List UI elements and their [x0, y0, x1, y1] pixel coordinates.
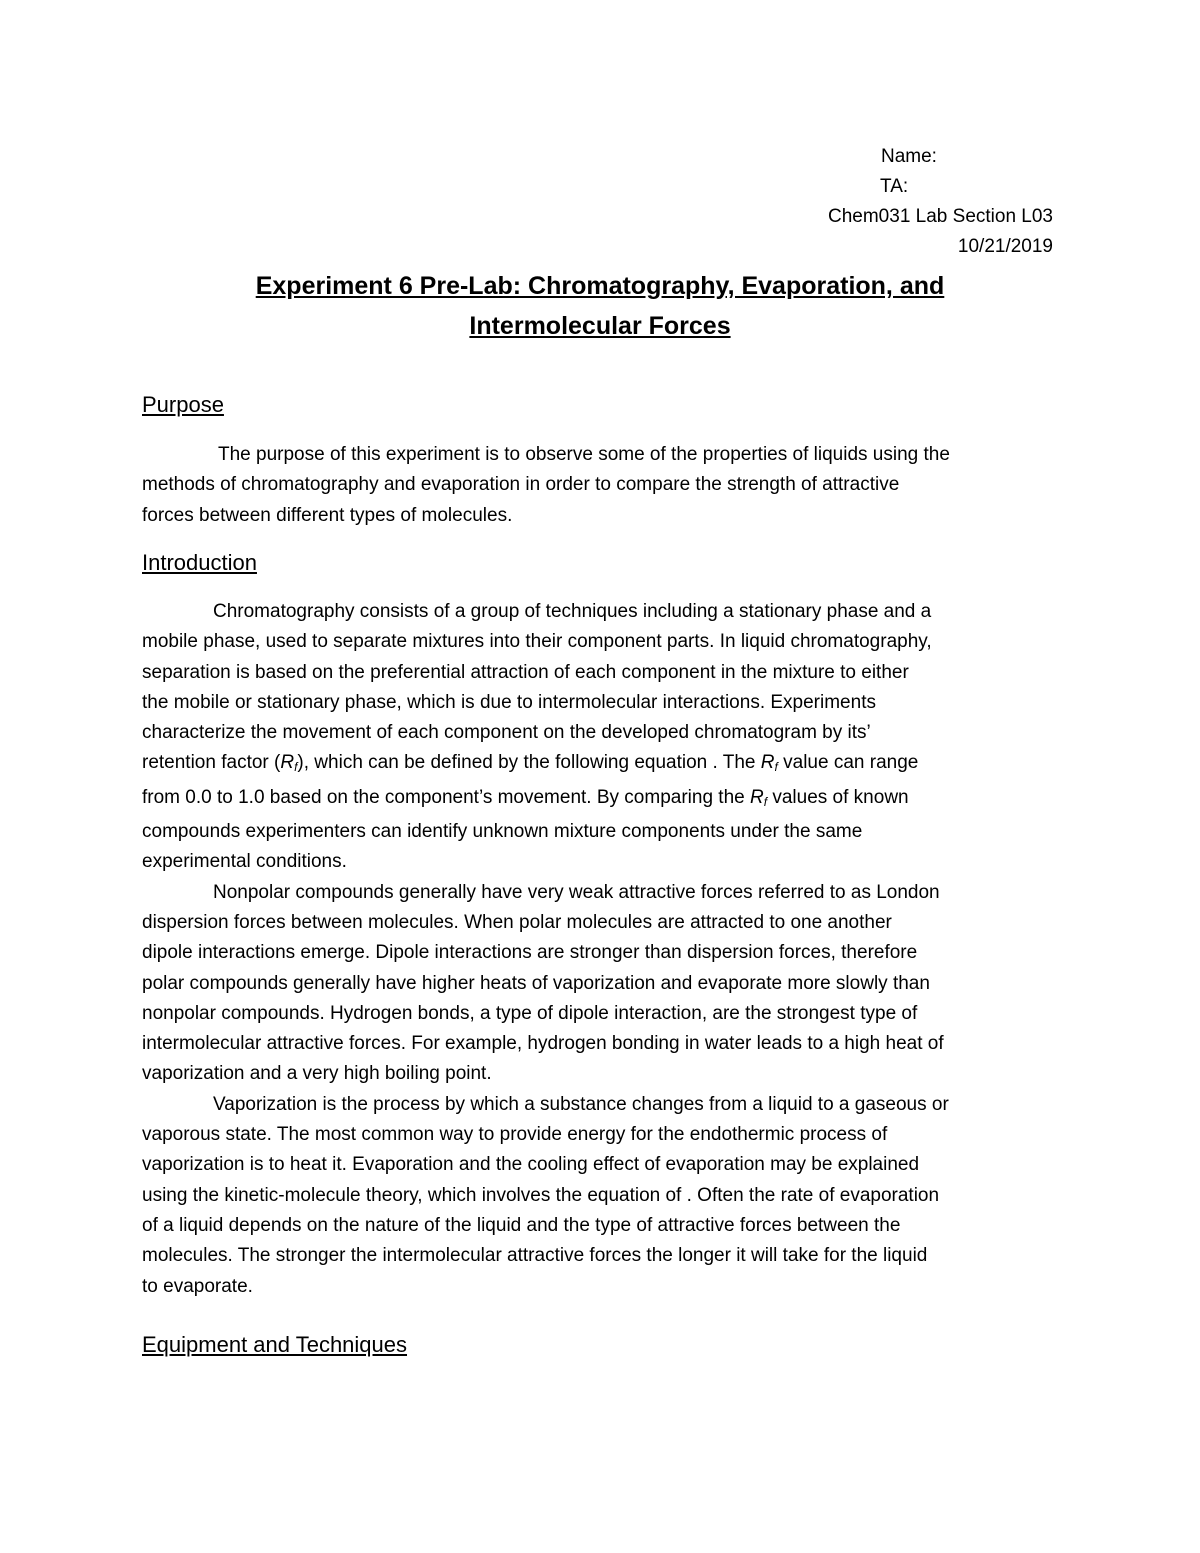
intro-line: separation is based on the preferential attraction of each component in the mixture to either	[142, 661, 909, 683]
text-fragment: retention factor (	[142, 752, 281, 774]
text-fragment: values of known	[767, 786, 909, 808]
introduction-paragraph	[142, 597, 1062, 1302]
intro-line-rf-definition	[142, 748, 1062, 782]
intro-line: Vaporization is the process by which a substance changes from a liquid to a gaseous or	[213, 1093, 949, 1115]
ta-label: TA:	[880, 176, 909, 197]
purpose-line: forces between different types of molecules.	[142, 504, 513, 526]
rf-subscript: f	[774, 760, 778, 775]
rf-subscript: f	[294, 760, 298, 775]
intro-line: of a liquid depends on the nature of the liquid and the type of attractive forces between the	[142, 1214, 901, 1236]
intro-line: compounds experimenters can identify unknown mixture components under the same	[142, 821, 863, 843]
intro-line: vaporization is to heat it. Evaporation and the cooling effect of evaporation may be explained	[142, 1154, 920, 1176]
intro-line: mobile phase, used to separate mixtures into their component parts. In liquid chromatography,	[142, 631, 932, 653]
intro-line: Chromatography consists of a group of techniques including a stationary phase and a	[213, 601, 932, 622]
intro-line: vaporous state. The most common way to provide energy for the endothermic process of	[142, 1124, 888, 1146]
intro-line: vaporization and a very high boiling point.	[142, 1063, 492, 1085]
purpose-paragraph	[142, 440, 1062, 531]
intro-line: polar compounds generally have higher heats of vaporization and evaporate more slowly than	[142, 972, 930, 994]
intro-line: Nonpolar compounds generally have very weak attractive forces referred to as London	[213, 881, 940, 903]
intro-line-rf-range	[142, 783, 1062, 817]
intro-line: dispersion forces between molecules. When polar molecules are attracted to one another	[142, 911, 892, 933]
introduction-heading: Introduction	[142, 550, 257, 575]
document-title	[0, 266, 1200, 346]
intro-line: to evaporate.	[142, 1275, 253, 1297]
purpose-line: The purpose of this experiment is to observe some of the properties of liquids using the	[218, 444, 950, 465]
document-date: 10/21/2019	[957, 236, 1053, 257]
rf-symbol: R	[760, 752, 775, 774]
intro-line: nonpolar compounds. Hydrogen bonds, a type of dipole interaction, are the strongest type of	[142, 1002, 918, 1024]
intro-line: using the kinetic-molecule theory, which involves the equation of . Often the rate of evaporation	[142, 1184, 940, 1206]
intro-line: dipole interactions emerge. Dipole interactions are stronger than dispersion forces, therefore	[142, 942, 918, 964]
name-label: Name:	[881, 146, 937, 167]
intro-line: characterize the movement of each component on the developed chromatogram by its’	[142, 722, 871, 744]
intro-line: the mobile or stationary phase, which is due to intermolecular interactions. Experiments	[142, 691, 876, 713]
text-fragment: from 0.0 to 1.0 based on the component’s movement. By comparing the	[142, 786, 750, 808]
title-line-1: Experiment 6 Pre-Lab: Chromatography, Evaporation, and	[255, 272, 945, 300]
rf-symbol: R	[750, 786, 764, 808]
intro-line: experimental conditions.	[142, 851, 347, 873]
intro-line: molecules. The stronger the intermolecular attractive forces the longer it will take for the liquid	[142, 1245, 928, 1267]
rf-subscript: f	[763, 794, 768, 809]
intro-line: intermolecular attractive forces. For example, hydrogen bonding in water leads to a high heat of	[142, 1033, 944, 1055]
purpose-heading: Purpose	[142, 392, 224, 417]
text-fragment: ), which can be defined by the following equation . The	[297, 752, 761, 774]
lab-section: Chem031 Lab Section L03	[828, 206, 1053, 227]
text-fragment: value can range	[777, 752, 919, 774]
title-line-2: Intermolecular Forces	[469, 312, 731, 340]
rf-symbol: R	[280, 752, 295, 774]
equipment-heading: Equipment and Techniques	[142, 1332, 408, 1357]
purpose-line: methods of chromatography and evaporation in order to compare the strength of attractive	[142, 474, 900, 496]
